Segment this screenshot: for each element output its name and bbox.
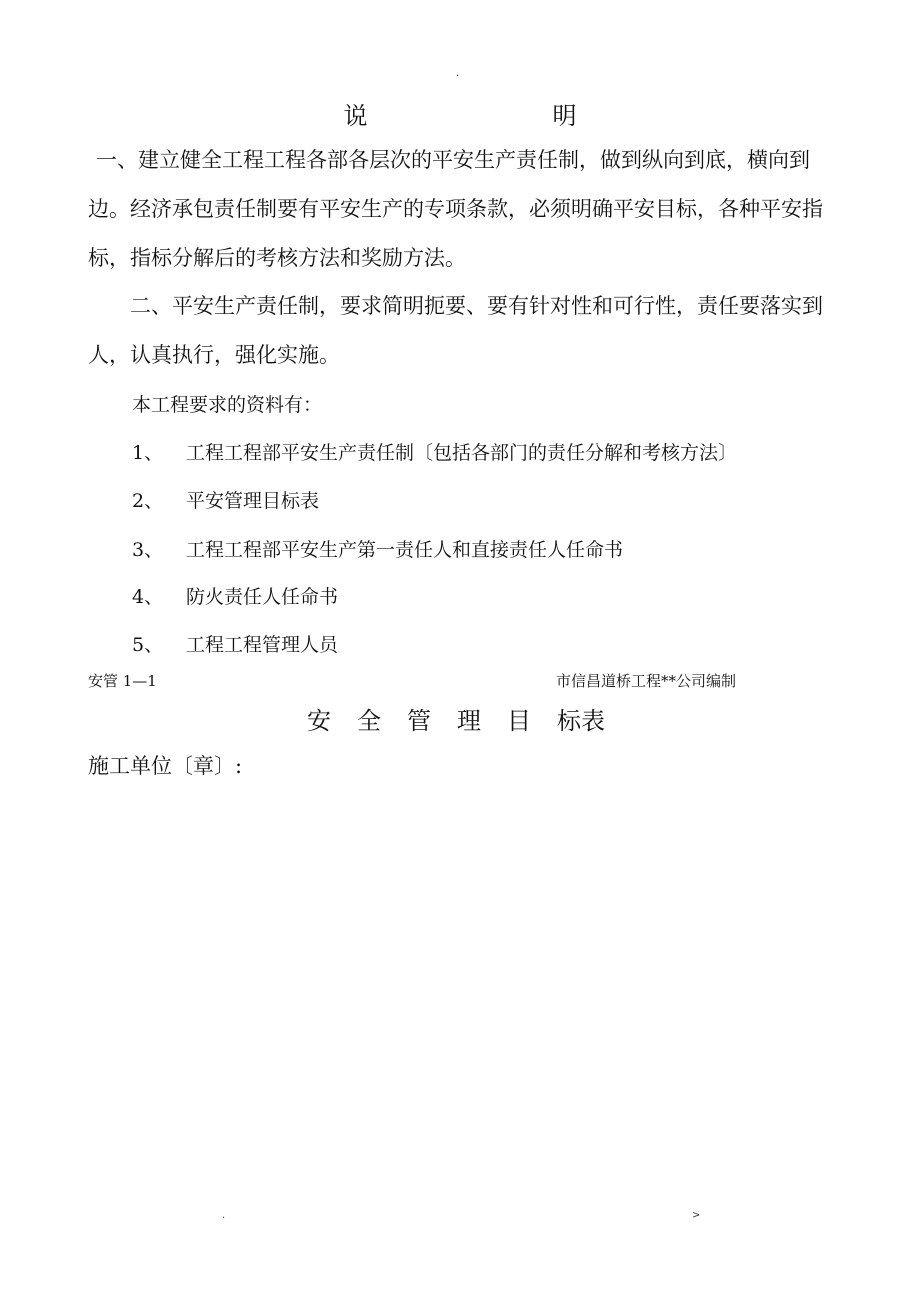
requirements-intro: 本工程要求的资料有： [132,394,323,416]
list-item-number: 3、 [132,539,164,561]
form-title [307,701,605,736]
list-item [132,582,338,609]
list-item [132,438,737,465]
list-item-text: 工程工程管理人员 [186,634,339,656]
form-title-char: 管 [407,707,431,735]
form-title-char: 理 [457,707,481,735]
list-item-number: 2、 [132,490,164,512]
header-dot: . [456,68,460,79]
list-item-number: 5、 [132,634,164,656]
list-item-text: 工程工程部平安生产责任制〔包括各部门的责任分解和考核方法〕 [186,442,738,464]
paragraph-1: 一、建立健全工程工程各部各层次的平安生产责任制，做到纵向到底，横向到边。经济承包责任制要有平安生产的专项条款，必须明确平安目标，各种平安指标，指标分解后的考核方法和奖励方法。 [88,148,823,270]
page-title-char-1: 说 [343,102,368,130]
page-title-char-2: 明 [552,102,577,130]
form-title-char: 目 [507,707,531,735]
footer-dot: . [222,1210,226,1221]
list-item-text: 平安管理目标表 [186,490,320,512]
form-title-char: 标表 [557,707,605,735]
paragraph-2: 二、平安生产责任制，要求简明扼要、要有针对性和可行性，责任要落实到人，认真执行，强化实施。 [88,294,823,367]
list-item-number: 4、 [132,586,164,608]
page-title [0,96,920,131]
list-item-text: 防火责任人任命书 [186,586,339,608]
list-item-text: 工程工程部平安生产第一责任人和直接责任人任命书 [186,539,624,561]
list-item-number: 1、 [132,442,164,464]
footer-mark: > [692,1210,701,1221]
construction-unit-label: 施工单位〔章〕: [88,754,243,778]
form-code: 安管 1—1 [88,672,157,690]
form-title-char: 安 [307,707,331,735]
publisher: 市信昌道桥工程**公司编制 [556,672,737,690]
list-item [132,486,319,513]
list-item [132,535,623,562]
form-title-char: 全 [357,707,381,735]
list-item [132,630,338,657]
